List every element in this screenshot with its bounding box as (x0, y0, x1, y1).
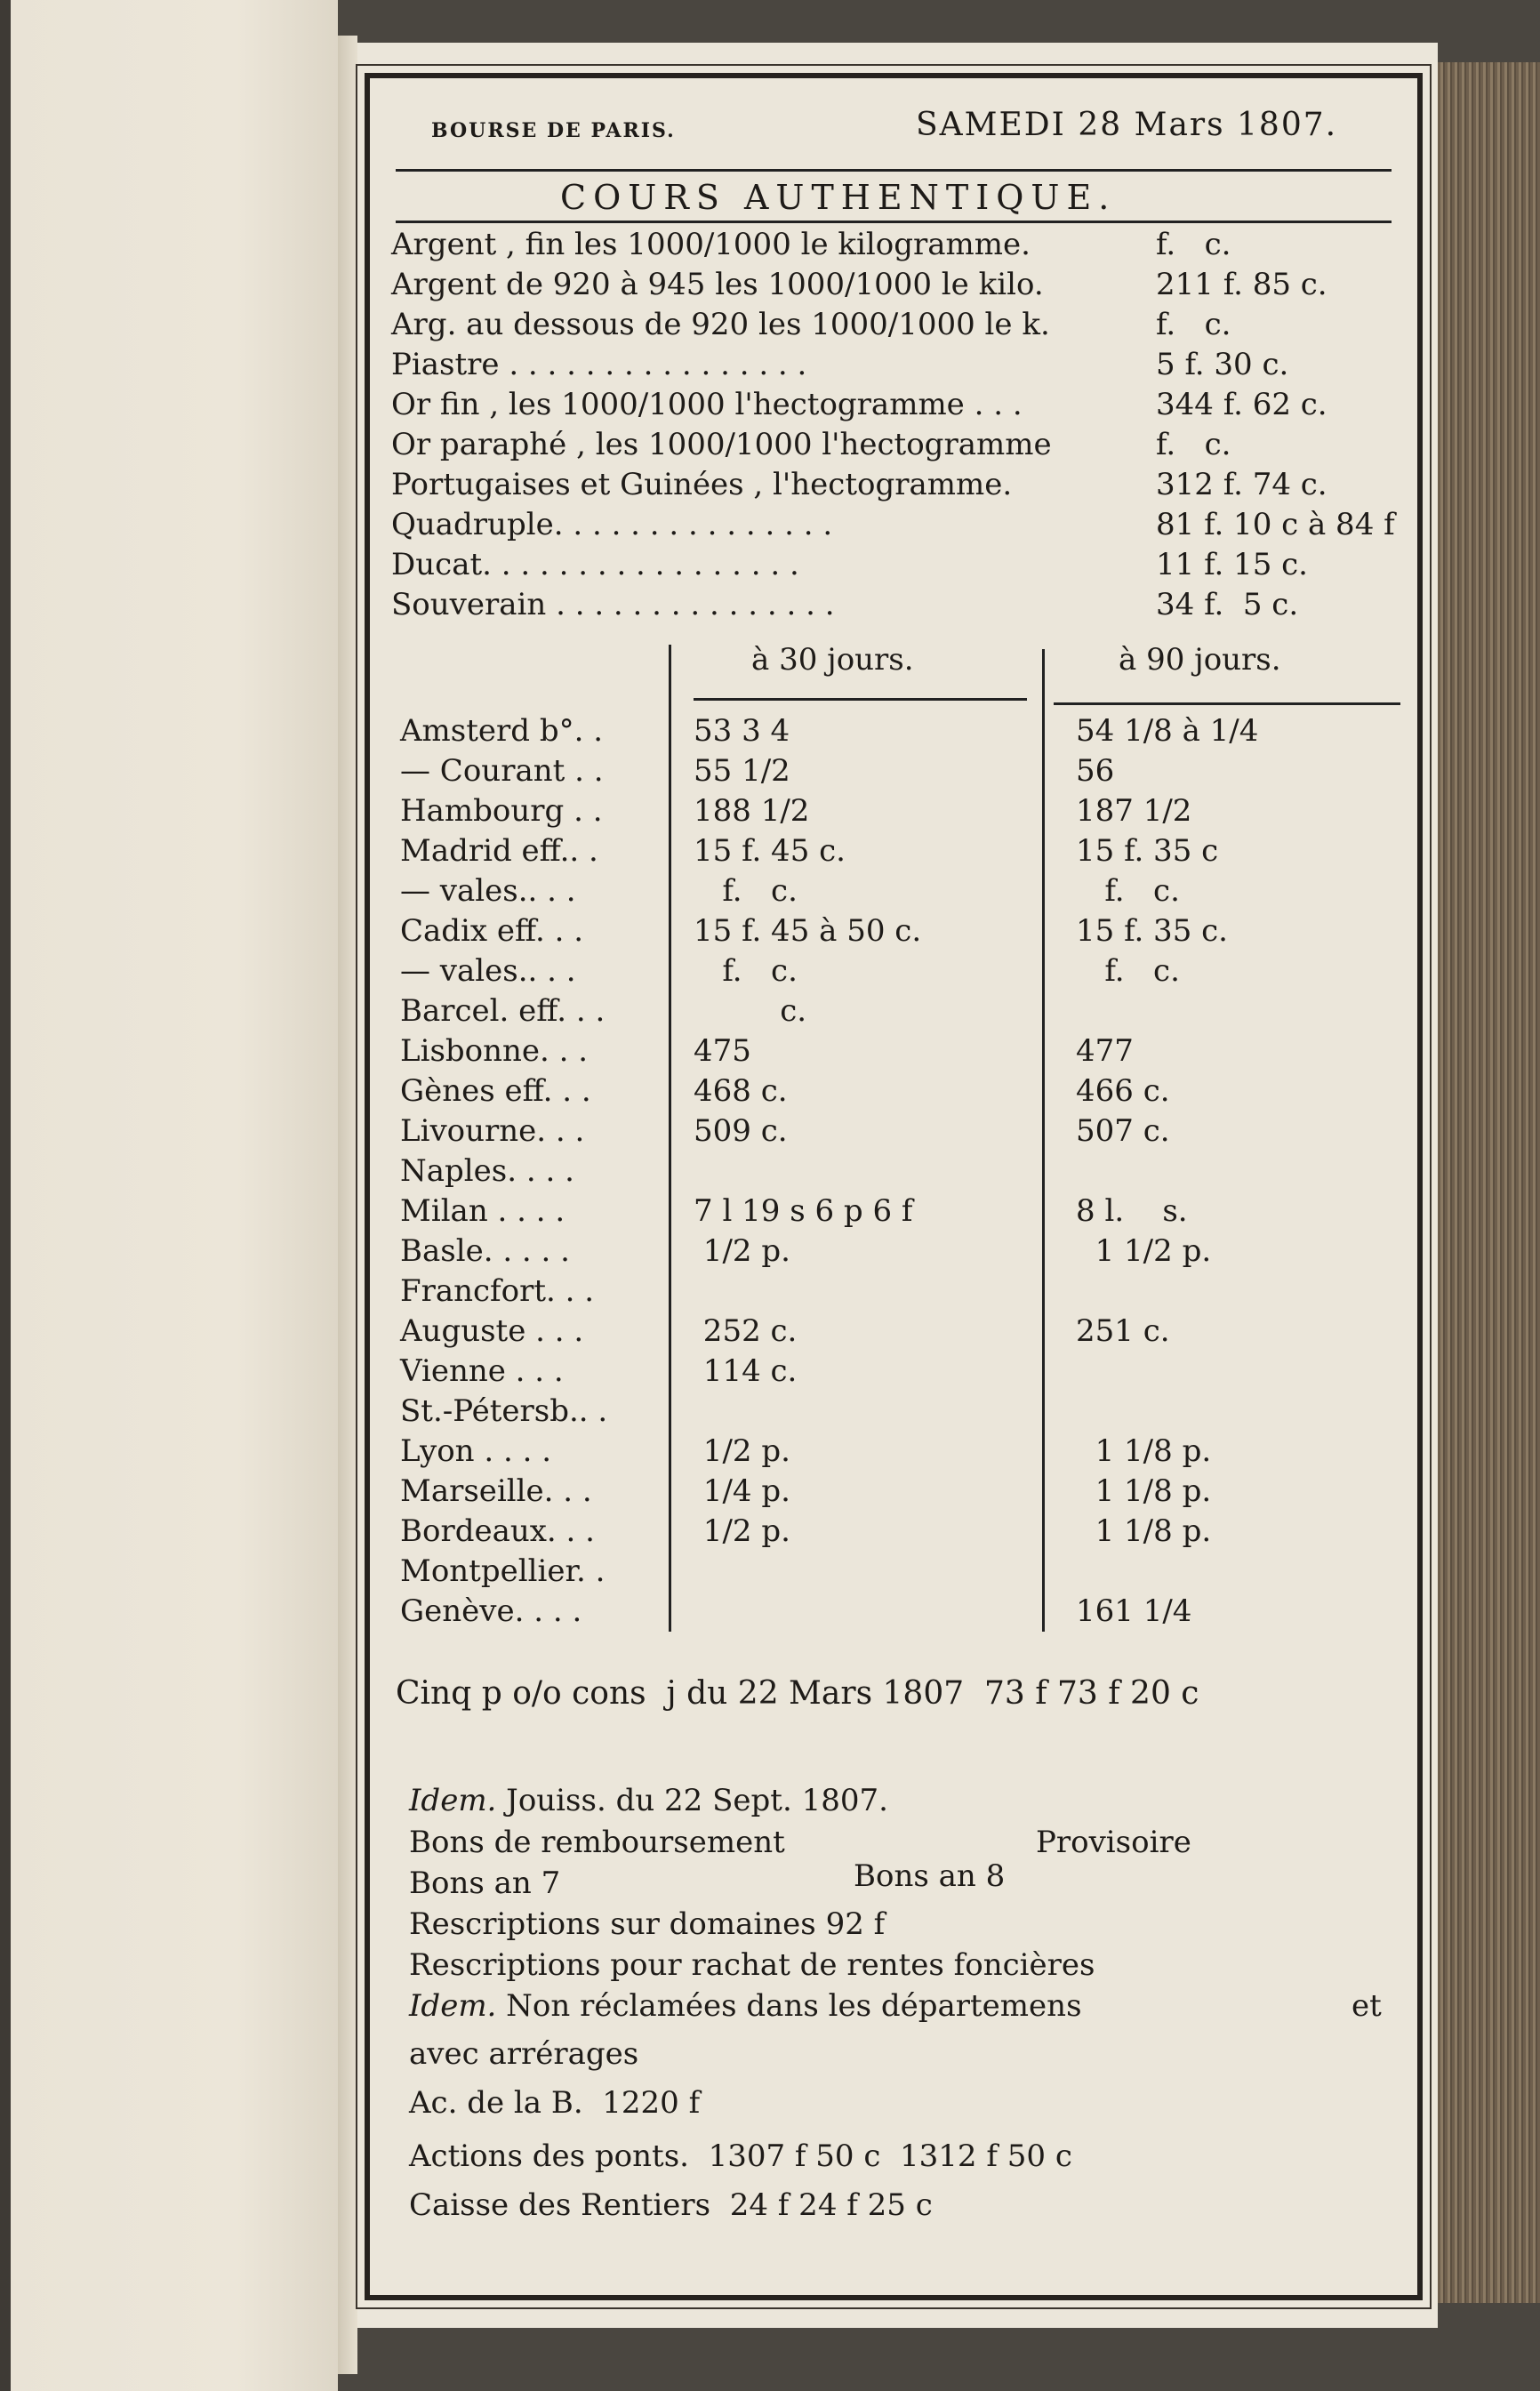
exchange-90-jours: 477 (1076, 1033, 1134, 1069)
exchange-90-jours: 187 1/2 (1076, 793, 1192, 829)
header-date: SAMEDI 28 Mars 1807. (916, 107, 1338, 143)
exchange-90-jours: 1 1/8 p. (1076, 1473, 1212, 1509)
column-divider-left (669, 645, 671, 1632)
header-rule-30 (694, 698, 1027, 701)
metal-value: 211 f. 85 c. (1156, 267, 1327, 302)
provisoire: Provisoire (1036, 1825, 1191, 1860)
exchange-30-jours: 252 c. (694, 1313, 798, 1349)
metal-label: Quadruple. . . . . . . . . . . . . . . (391, 507, 833, 542)
exchange-place: Marseille. . . (400, 1473, 592, 1509)
exchange-30-jours: 53 3 4 (694, 713, 790, 749)
exchange-place: Livourne. . . (400, 1113, 585, 1149)
exchange-30-jours: 15 f. 45 c. (694, 833, 846, 869)
actions-ponts: Actions des ponts. 1307 f 50 c 1312 f 50 c (409, 2138, 1072, 2174)
metal-label: Or paraphé , les 1000/1000 l'hectogramme (391, 427, 1052, 462)
exchange-place: Hambourg . . (400, 793, 603, 829)
exchange-30-jours: c. (694, 993, 807, 1029)
metal-value: 11 f. 15 c. (1156, 547, 1308, 582)
rescriptions-rachat: Rescriptions pour rachat de rentes foncières (409, 1947, 1095, 1983)
exchange-place: Lyon . . . . (400, 1433, 552, 1469)
exchange-place: Vienne . . . (400, 1353, 564, 1389)
idem-non-reclamees (409, 1988, 1082, 2024)
exchange-place: Gènes eff. . . (400, 1073, 591, 1109)
exchange-30-jours: 468 c. (694, 1073, 788, 1109)
exchange-place: Montpellier. . (400, 1553, 606, 1589)
exchange-90-jours: f. c. (1076, 873, 1180, 909)
avec-arrerages: avec arrérages (409, 2036, 639, 2072)
metal-label: Souverain . . . . . . . . . . . . . . . (391, 587, 835, 622)
exchange-30-jours: f. c. (694, 873, 798, 909)
idem-jouiss (409, 1783, 888, 1818)
metal-label: Or fin , les 1000/1000 l'hectogramme . . . (391, 387, 1023, 422)
bons-an-8: Bons an 8 (854, 1858, 1006, 1894)
exchange-place: Naples. . . . (400, 1153, 574, 1189)
exchange-place: Madrid eff.. . (400, 833, 598, 869)
exchange-place: Milan . . . . (400, 1193, 565, 1229)
metal-value: 34 f. 5 c. (1156, 587, 1299, 622)
idem2-text: Non réclamées dans les départemens (496, 1988, 1082, 2024)
exchange-place: Barcel. eff. . . (400, 993, 606, 1029)
header-30-jours: à 30 jours. (751, 642, 914, 678)
exchange-30-jours: 475 (694, 1033, 751, 1069)
exchange-30-jours: 1/2 p. (694, 1433, 790, 1469)
exchange-30-jours: 1/2 p. (694, 1233, 790, 1269)
exchange-90-jours: 8 l. s. (1076, 1193, 1188, 1229)
exchange-90-jours: 507 c. (1076, 1113, 1170, 1149)
exchange-30-jours: 509 c. (694, 1113, 788, 1149)
exchange-90-jours: 54 1/8 à 1/4 (1076, 713, 1259, 749)
exchange-30-jours: f. c. (694, 953, 798, 989)
metal-label: Ducat. . . . . . . . . . . . . . . . . (391, 547, 799, 582)
rescriptions-domaines: Rescriptions sur domaines 92 f (409, 1906, 886, 1942)
exchange-30-jours: 1/2 p. (694, 1513, 790, 1549)
metal-value: 344 f. 62 c. (1156, 387, 1327, 422)
exchange-90-jours: 15 f. 35 c. (1076, 913, 1228, 949)
exchange-30-jours: 55 1/2 (694, 753, 790, 789)
exchange-90-jours: 1 1/2 p. (1076, 1233, 1212, 1269)
metal-value: f. c. (1156, 227, 1231, 262)
exchange-place: — vales.. . . (400, 873, 576, 909)
idem-text: Jouiss. du 22 Sept. 1807. (496, 1783, 888, 1818)
exchange-place: Lisbonne. . . (400, 1033, 589, 1069)
exchange-place: Genève. . . . (400, 1593, 582, 1629)
metal-value: 312 f. 74 c. (1156, 467, 1327, 502)
header-90-jours: à 90 jours. (1119, 642, 1281, 678)
exchange-place: St.-Pétersb.. . (400, 1393, 608, 1429)
metal-value: 81 f. 10 c à 84 f (1156, 507, 1395, 542)
exchange-place: — Courant . . (400, 753, 604, 789)
header-rule-90 (1054, 702, 1400, 705)
page-content (391, 98, 1405, 2285)
bons-remboursement: Bons de remboursement (409, 1825, 785, 1860)
exchange-90-jours: 1 1/8 p. (1076, 1433, 1212, 1469)
header-rule (396, 169, 1392, 172)
page-edges (1438, 62, 1540, 2303)
left-book-board (0, 0, 338, 2391)
exchange-30-jours: 114 c. (694, 1353, 798, 1389)
cinq-pour-cent: Cinq p o/o cons j du 22 Mars 1807 73 f 73 f 20 c (396, 1675, 1199, 1712)
title-rule (396, 221, 1392, 223)
et-word: et (1352, 1988, 1382, 2024)
exchange-30-jours: 188 1/2 (694, 793, 810, 829)
metal-label: Arg. au dessous de 920 les 1000/1000 le k. (391, 307, 1050, 342)
metal-label: Argent de 920 à 945 les 1000/1000 le kilo. (391, 267, 1044, 302)
book-gutter (338, 36, 357, 2374)
exchange-30-jours: 15 f. 45 à 50 c. (694, 913, 922, 949)
exchange-place: Amsterd b°. . (400, 713, 604, 749)
exchange-place: Basle. . . . . (400, 1233, 570, 1269)
caisse-rentiers: Caisse des Rentiers 24 f 24 f 25 c (409, 2187, 933, 2223)
exchange-30-jours: 7 l 19 s 6 p 6 f (694, 1193, 913, 1229)
metal-value: f. c. (1156, 307, 1231, 342)
actions-banque: Ac. de la B. 1220 f (409, 2085, 701, 2121)
exchange-90-jours: 466 c. (1076, 1073, 1170, 1109)
exchange-90-jours: 1 1/8 p. (1076, 1513, 1212, 1549)
metal-label: Portugaises et Guinées , l'hectogramme. (391, 467, 1013, 502)
exchange-place: Cadix eff. . . (400, 913, 584, 949)
idem2-italic: Idem. (409, 1988, 497, 2024)
metal-value: 5 f. 30 c. (1156, 347, 1289, 382)
exchange-90-jours: 161 1/4 (1076, 1593, 1192, 1629)
exchange-place: Bordeaux. . . (400, 1513, 595, 1549)
exchange-90-jours: f. c. (1076, 953, 1180, 989)
bons-an-7: Bons an 7 (409, 1865, 561, 1901)
header-left: BOURSE DE PARIS. (431, 119, 676, 142)
exchange-place: Auguste . . . (400, 1313, 584, 1349)
exchange-90-jours: 251 c. (1076, 1313, 1170, 1349)
exchange-place: Francfort. . . (400, 1273, 595, 1309)
metal-label: Argent , fin les 1000/1000 le kilogramme. (391, 227, 1031, 262)
column-divider-right (1042, 649, 1045, 1632)
metal-label: Piastre . . . . . . . . . . . . . . . . (391, 347, 807, 382)
exchange-30-jours: 1/4 p. (694, 1473, 790, 1509)
idem-italic: Idem. (409, 1783, 497, 1818)
exchange-place: — vales.. . . (400, 953, 576, 989)
metal-value: f. c. (1156, 427, 1231, 462)
exchange-90-jours: 15 f. 35 c (1076, 833, 1219, 869)
exchange-90-jours: 56 (1076, 753, 1115, 789)
page-title: COURS AUTHENTIQUE. (560, 178, 1117, 217)
